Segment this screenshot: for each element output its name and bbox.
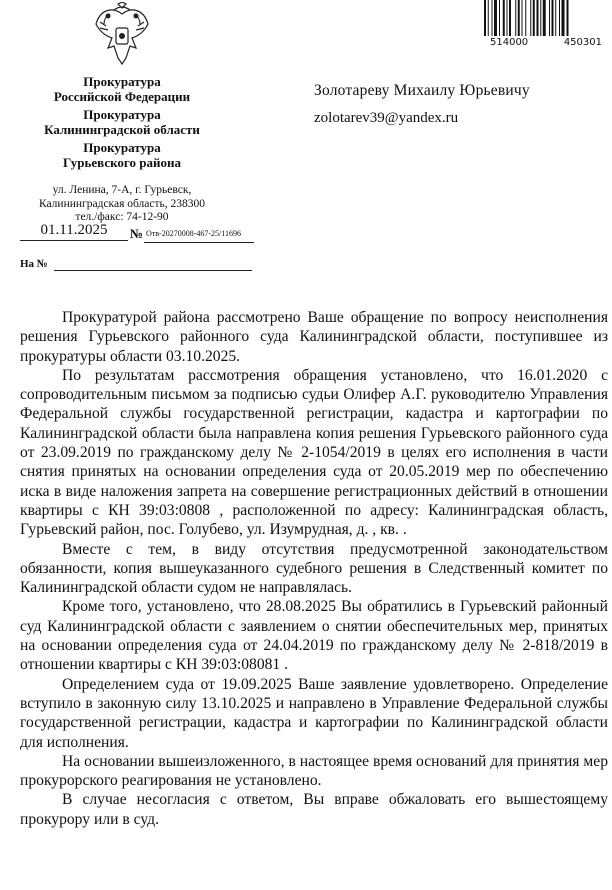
barcode-bar	[537, 0, 539, 36]
letter-date: 01.11.2025	[20, 222, 128, 241]
barcode-bar	[549, 0, 550, 36]
barcode-bar	[499, 0, 500, 36]
barcode	[484, 0, 600, 36]
letter-body	[20, 308, 608, 829]
paragraph: По результатам рассмотрения обращения установлено, что 16.01.2020 с сопроводительным письмом за подписью судьи Олифер А.Г. руководителю Управления Федеральной службы государственной регистрации, кадастра и картографии по Калининградской области была направлена копия решения Гурьевского районного суда от 23.09.2019 по гражданскому делу № 2-1054/2019 в целях его исполнения в части снятия принятых на основании определения суда от 20.05.2019 мер по обеспечению иска в виде наложения запрета на совершение регистрационных действий в отношении квартиры с КН 39:03:0808 , расположенной по адресу: Калининградская область, Гурьевский район, пос. Голубево, ул. Изумрудная, д. , кв. .	[20, 366, 608, 539]
issuer-block	[2, 74, 242, 173]
reply-to-line	[54, 270, 252, 271]
barcode-bar	[555, 0, 556, 36]
barcode-bar	[484, 0, 486, 36]
barcode-bar	[567, 0, 569, 36]
org-level-regional: Прокуратура Калининградской области	[44, 107, 200, 137]
reply-to-label: На №	[20, 258, 48, 270]
barcode-bar	[503, 0, 505, 36]
coat-of-arms-emblem	[92, 2, 152, 68]
recipient-email: zolotarev39@yandex.ru	[314, 110, 459, 126]
barcode-bar	[552, 0, 554, 36]
paragraph: Вместе с тем, в виду отсутствия предусмотренной законодательством обязанности, копия вышеуказанного судебного решения в Следственный комитет по Калининградской области судом не направлялась.	[20, 540, 608, 597]
paragraph: Определением суда от 19.09.2025 Ваше заявление удовлетворено. Определение вступило в законную силу 13.10.2025 и направлено в Управление Федеральной службы государственной регистрации, кадастра и картографии по Калининградской области для исполнения.	[20, 675, 608, 751]
barcode-bar	[507, 0, 508, 36]
issuer-address: ул. Ленина, 7-А, г. Гурьевск, Калининградская область, 238300 тел./факс: 74-12-90	[38, 184, 206, 223]
org-level-federal: Прокуратура Российской Федерации	[53, 74, 191, 104]
barcode-bar	[492, 0, 493, 36]
barcode-bar	[540, 0, 541, 36]
barcode-bar	[494, 0, 497, 36]
paragraph: Прокуратурой района рассмотрено Ваше обращение по вопросу неисполнения решения Гурьевского районного суда Калининградской области, поступившее из прокуратуры области 03.10.2025.	[20, 309, 608, 365]
barcode-bar	[518, 0, 520, 36]
recipient-name: Золотареву Михаилу Юрьевичу	[314, 82, 530, 99]
barcode-bar	[509, 0, 511, 36]
barcode-bar	[488, 0, 489, 36]
barcode-bar	[559, 0, 560, 36]
org-level-district: Прокуратура Гурьевского района	[63, 140, 181, 170]
paragraph: Кроме того, установлено, что 28.08.2025 Вы обратились в Гурьевский районный суд Калининградской области с заявлением о снятии обеспечительных мер, принятых на основании определения суда от 24.04.2019 по гражданскому делу № 2-818/2019 в отношении квартиры с КН 39:03:08081 .	[20, 598, 608, 674]
paragraph: На основании вышеизложенного, в настоящее время оснований для принятия мер прокурорского реагирования не установлено.	[20, 752, 608, 790]
barcode-bar	[533, 0, 535, 36]
letter-number: Отв-20270008-467-25/11696	[144, 224, 254, 243]
barcode-bar	[515, 0, 516, 36]
barcode-bar	[530, 0, 531, 36]
barcode-bar	[543, 0, 546, 36]
barcode-bar	[522, 0, 523, 36]
barcode-bar	[525, 0, 526, 36]
barcode-numbers: 514000 450301	[490, 37, 602, 48]
paragraph: В случае несогласия с ответом, Вы вправе обжаловать его вышестоящему прокурору или в суд.	[20, 791, 608, 828]
barcode-bar	[562, 0, 565, 36]
number-sign: №	[130, 226, 144, 241]
